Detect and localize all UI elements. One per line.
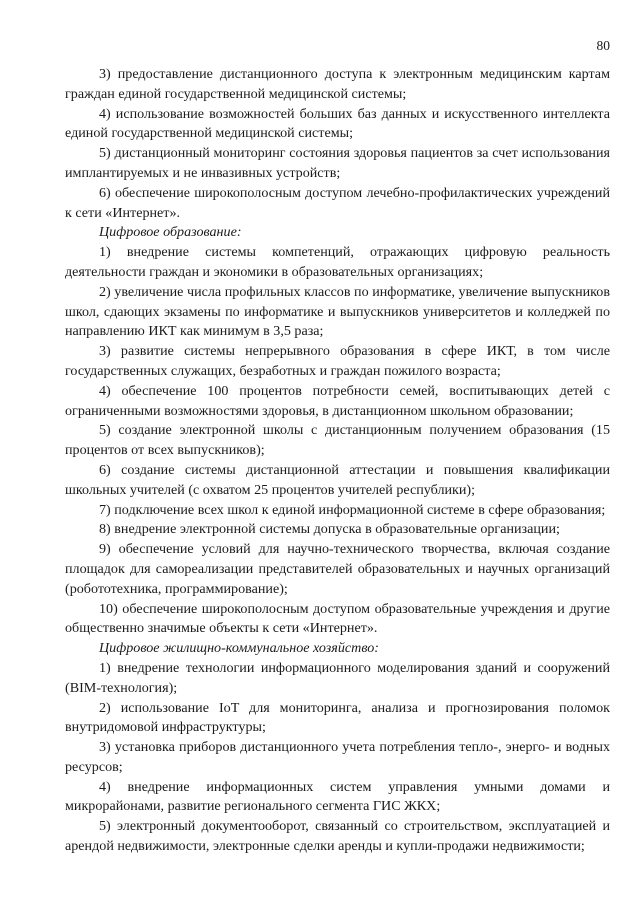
list-item: 4) обеспечение 100 процентов потребности семей, воспитывающих детей с ограниченными возможностями здоровья, в дистанционном школьном образовании;	[65, 382, 610, 419]
list-item: 10) обеспечение широкополосным доступом образовательные учреждения и другие общественно значимые объекты к сети «Интернет».	[65, 600, 610, 637]
list-item: 5) создание электронной школы с дистанционным получением образования (15 процентов от всех выпускников);	[65, 422, 610, 459]
list-item: 3) установка приборов дистанционного учета потребления тепло-, энерго- и водных ресурсов;	[65, 739, 610, 775]
page-number: 80	[596, 38, 610, 53]
list-item: 4) внедрение информационных систем управления умными домами и микрорайонами, развитие регионального сегмента ГИС ЖКХ;	[65, 778, 610, 815]
section-heading: Цифровое жилищно-коммунальное хозяйство:	[99, 640, 379, 657]
document-body	[65, 65, 610, 857]
list-item: 9) обеспечение условий для научно-технического творчества, включая создание площадок для самореализации представителей образовательных и научных организаций (робототехника, программирование);	[65, 541, 610, 597]
list-item: 8) внедрение электронной системы допуска в образовательные организации;	[99, 521, 560, 538]
list-item: 1) внедрение технологии информационного моделирования зданий и сооружений (BIM-технология);	[65, 659, 610, 696]
list-item: 6) создание системы дистанционной аттестации и повышения квалификации школьных учителей (с охватом 25 процентов учителей республики);	[65, 461, 610, 498]
list-item: 2) увеличение числа профильных классов по информатике, увеличение выпускников школ, сдающих экзамены по информатике и выпускников университетов и колледжей по направлению ИКТ как минимум в 3,5 раза;	[65, 283, 610, 340]
list-item: 6) обеспечение широкополосным доступом лечебно-профилактических учреждений к сети «Интернет».	[65, 184, 610, 221]
list-item: 4) использование возможностей больших баз данных и искусственного интеллекта единой государственной медицинской системы;	[65, 105, 610, 142]
list-item: 2) использование IoT для мониторинга, анализа и прогнозирования поломок внутридомовой инфраструктуры;	[65, 699, 610, 736]
list-item: 3) развитие системы непрерывного образования в сфере ИКТ, в том числе государственных служащих, безработных и граждан пожилого возраста;	[65, 343, 610, 379]
list-item: 5) электронный документооборот, связанный со строительством, эксплуатацией и арендой недвижимости, электронные сделки аренды и купли-продажи недвижимости;	[65, 818, 610, 855]
list-item: 5) дистанционный мониторинг состояния здоровья пациентов за счет использования имплантируемых и не инвазивных устройств;	[65, 145, 610, 181]
list-item: 1) внедрение системы компетенций, отражающих цифровую реальность деятельности граждан и экономики в образовательных организациях;	[65, 244, 610, 280]
list-item: 7) подключение всех школ к единой информационной системе в сфере образования;	[99, 501, 606, 518]
list-item: 3) предоставление дистанционного доступа к электронным медицинским картам граждан единой государственной медицинской системы;	[65, 66, 610, 102]
section-heading: Цифровое образование:	[99, 224, 242, 241]
